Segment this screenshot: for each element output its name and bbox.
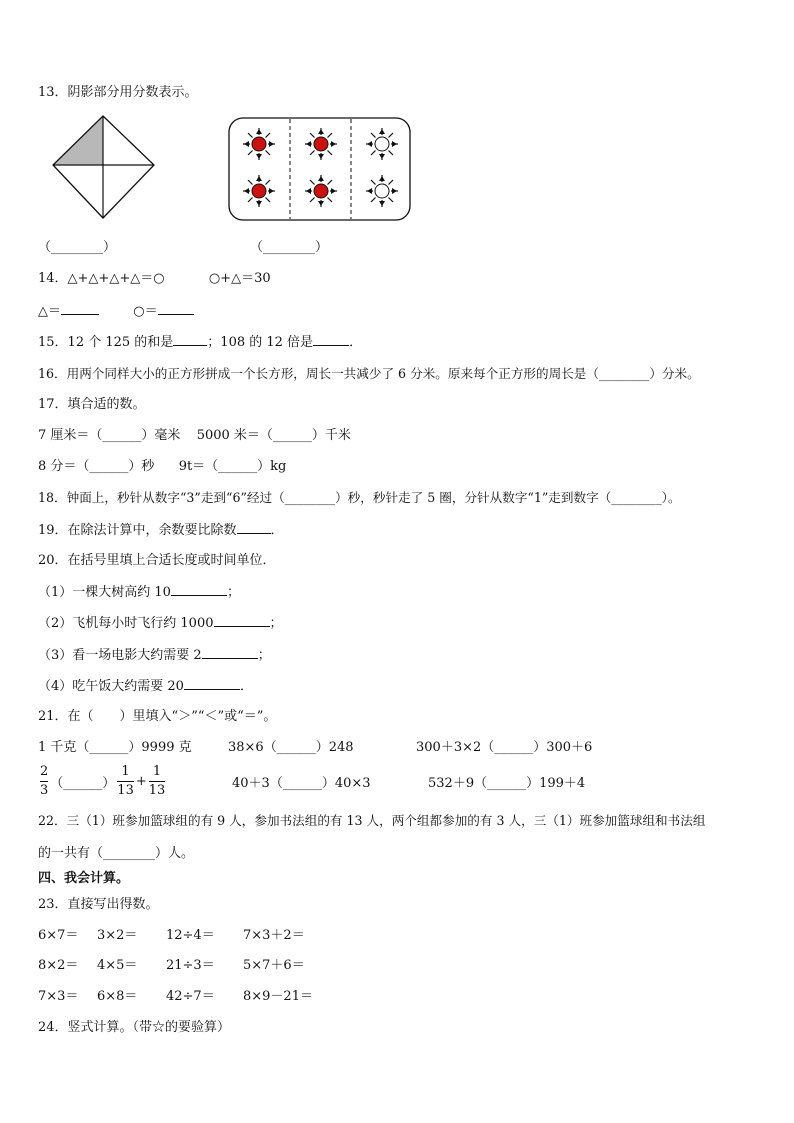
q18: 18．钟面上，秒针从数字“3”走到“6”经过（________）秒，秒针走了 5 圈，分针从数字“1”走到数字（________）。 [38,490,681,505]
q23-row-2: 8×2＝ [38,958,79,973]
q17-row2-a: 8 分＝（______）秒 [38,459,155,474]
sun-icon-filled [305,175,337,207]
q21-r1c2: 38×6（______）248 [228,740,354,755]
q15 [38,333,362,352]
square-figure [50,113,162,223]
q23-title: 23．直接写出得数。 [38,897,159,912]
q23-row-1: 3×2＝ [97,928,138,943]
q13-answer-right: （________） [250,240,329,255]
q23-row-1: 6×7＝ [38,928,79,943]
q17-row1-a: 7 厘米＝（______）毫米 [38,428,181,443]
q14-triangle-label: △＝ [38,304,61,319]
q14-line1 [38,270,271,288]
q21-r2c2: 40＋3（______）40×3 [232,776,371,791]
q22-line2: 的一共有（________）人。 [38,846,195,861]
q20-item2-end: ； [269,616,283,631]
frac-den: 13 [148,783,166,798]
q21-title: 21．在（ ）里填入“＞”“＜”或“＝”。 [38,709,277,724]
q20-item2-text: （2）飞机每小时飞行约 1000 [38,616,214,631]
q24-title: 24．竖式计算。（带☆的要验算） [38,1020,231,1035]
q23-row-1: 7×3＋2＝ [243,928,305,943]
q20-blank-2[interactable] [214,614,270,627]
q20-blank-3[interactable] [202,646,258,659]
q19 [38,521,284,540]
frac-den: 13 [117,783,134,798]
q21-r2c3: 532＋9（______）199＋4 [428,776,586,791]
q17-row2-b: 9t＝（______）kg [178,459,287,474]
q17-title: 17．填合适的数。 [38,397,146,412]
q23-row-2: 21÷3＝ [166,958,215,973]
sun-icon-empty [366,175,398,207]
q20-title: 20．在括号里填上合适长度或时间单位． [38,553,276,568]
q21-r1c1: 1 千克（______）9999 克 [38,740,192,755]
q23-row-2: 4×5＝ [97,958,138,973]
q13-answer-left: （________） [38,240,117,255]
q20-item1 [38,583,240,602]
q23-row-3: 8×9－21＝ [243,989,313,1004]
q20-item4 [38,677,253,696]
section4-title: 四、我会计算。 [38,871,130,886]
sun-icon-empty [366,128,398,160]
frac-num: 1 [121,764,130,779]
q15-blank-2[interactable] [313,333,349,346]
q20-item3 [38,646,271,665]
q15-blank-1[interactable] [173,333,207,346]
q21-r2-paren: （______） [50,776,116,791]
q23-row-3: 7×3＝ [38,989,79,1004]
q17-row1-b: 5000 米＝（______）千米 [196,428,351,443]
q15-text-b: ；108 的 12 倍是 [207,335,314,350]
q20-blank-1[interactable] [171,583,227,596]
q20-item4-text: （4）吃午饭大约需要 20 [38,679,184,694]
q19-text-b: ． [270,523,284,538]
plus-sign: + [135,774,147,789]
q15-text-c: ． [349,335,363,350]
q22-line1: 22．三（1）班参加篮球组的有 9 人，参加书法组的有 13 人，两个组都参加的有 3 人，三（1）班参加篮球组和书法组 [38,813,706,828]
q15-text-a: 15．12 个 125 的和是 [38,335,174,350]
q13-title: 13．阴影部分用分数表示。 [38,85,198,100]
q19-text-a: 19．在除法计算中，余数要比除数 [38,523,237,538]
q17-row1 [38,427,351,445]
q23-row-3: 42÷7＝ [166,989,215,1004]
fraction-two-thirds [40,764,48,799]
q14-circle-blank[interactable] [158,302,194,315]
q20-item2 [38,614,283,633]
q16: 16．用两个同样大小的正方形拼成一个长方形，周长一共减少了 6 分米。原来每个正方形的周长是（________）分米。 [38,366,700,381]
q14-equation-2: ○+△＝30 [208,271,271,286]
q17-row2 [38,458,286,476]
frac-den: 3 [40,783,49,798]
q20-item1-end: ； [226,585,240,600]
q20-item3-end: ； [257,648,271,663]
sun-icon-filled [243,128,275,160]
q23-row-3: 6×8＝ [97,989,138,1004]
q14-triangle-blank[interactable] [61,302,99,315]
q21-r1c3: 300＋3×2（______）300＋6 [416,740,593,755]
frac-num: 1 [152,764,162,779]
fraction-1-13-a [117,764,134,799]
q23-row-1: 12÷4＝ [166,928,215,943]
q23-row-2: 5×7＋6＝ [243,958,305,973]
q14-line2 [38,302,194,321]
q20-item4-end: ． [239,679,253,694]
q20-item3-text: （3）看一场电影大约需要 2 [38,648,202,663]
frac-num: 2 [40,764,49,779]
q20-item1-text: （1）一棵大树高约 10 [38,585,171,600]
q19-blank[interactable] [237,521,271,534]
sun-icon-filled [243,175,275,207]
sun-icon-filled [305,128,337,160]
sun-box-figure [228,117,412,222]
fraction-1-13-b [149,764,166,799]
q21-r2c1 [38,764,167,799]
q20-blank-4[interactable] [184,677,240,690]
q14-circle-label: ○＝ [133,304,158,319]
q14-equation-1: 14．△+△+△+△＝○ [38,271,165,286]
